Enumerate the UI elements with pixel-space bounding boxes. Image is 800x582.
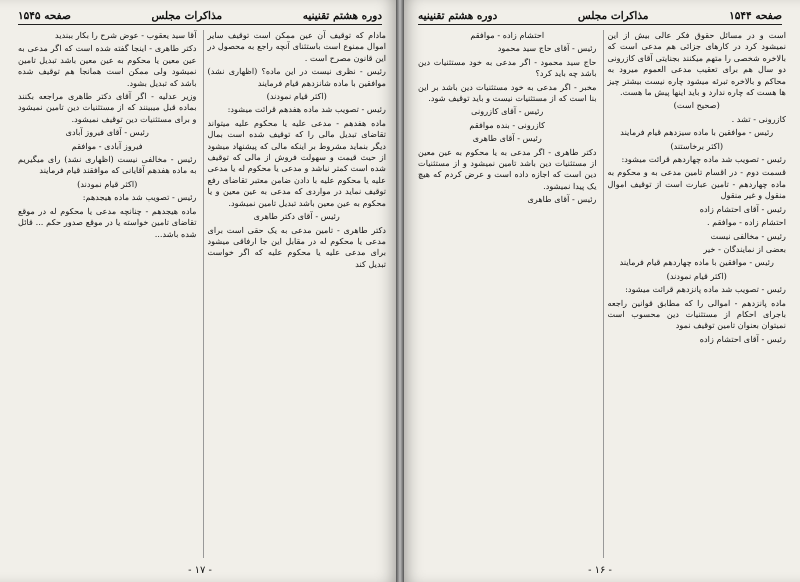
paragraph: احتشام زاده - موافقم . (706, 217, 786, 228)
paragraph: رئیس - موافقین با ماده سیزدهم قیام فرمایند (620, 127, 774, 138)
paragraph: رئیس - تصویب شد ماده هفدهم قرائت میشود: (227, 104, 386, 115)
paragraph: (صحیح است) (673, 100, 720, 111)
paragraph: رئیس - آقای طاهری (527, 194, 597, 205)
paragraph: رئیس - آقای حاج سید محمود (497, 43, 597, 54)
left-page-columns (14, 30, 386, 558)
paragraph: رئیس - تصویب شد ماده هیجدهم: (82, 192, 197, 203)
paragraph: مخبر - اگر مدعی به خود مستثنیات دین باشد بر این بنا است که از مستثنیات نیست و باید توقیف شود. (418, 81, 597, 104)
paragraph: رئیس - آقای فیروز آبادی (65, 127, 149, 138)
right-page-columns (414, 30, 786, 558)
paragraph: (اکثر قیام نمودند) (77, 178, 138, 189)
paragraph: وزیر عدلیه - اگر آقای دکتر طاهری مراجعه بکنند بماده قبل میبینند که از مستثنیات دین تامین نمیشود و برای مستثنیات دین توقیف نمیشود. (18, 91, 197, 124)
left-page-number: - ۱۷ - (188, 565, 212, 576)
left-header-title: مذاکرات مجلس (151, 10, 223, 22)
paragraph: آقا سید یعقوب - عوض شرح را بکار ببندید (55, 30, 197, 40)
left-page-right-column (203, 30, 387, 558)
paragraph: قسمت دوم - در اقسام تامین مدعی به و محکوم به ماده چهاردهم - تامین عبارت است از توقیف اموال منقول و غیر منقول (607, 167, 786, 201)
right-page-right-column (603, 30, 787, 558)
left-header-session: دوره هشتم تقنینیه (302, 10, 382, 22)
paragraph: کازرونی - تشد . (731, 113, 786, 124)
book-gutter (396, 0, 404, 582)
left-page-header (18, 8, 382, 25)
paragraph: ماده هیجدهم - چنانچه مدعی یا محکوم له در موقع تقاضای تامین خواسته یا در موقع صدور حکم ... قائل شده باشد... (18, 205, 197, 239)
right-header-title: مذاکرات مجلس (577, 10, 649, 22)
paragraph: است و در مسائل حقوق فکر عالی بیش از این نمیشود کرد در کارهای جزائی هم مدعی است که بالاخره شخصی را متهم میکنند بجنایتی آقای کازرونی دو سال هم برای تعقیب مدعی العموم میرود به محاکم و بالاخره تبرئه میشود چاره نیست بیشتر چیز ها هست که چاره ندارد و باید اینها پیش ما هست. (607, 30, 786, 98)
paragraph: رئیس - مخالفی نیست (710, 230, 786, 241)
paragraph: بعضی از نمایندگان - خیر (703, 243, 786, 254)
paragraph: (اکثر برخاستند) (670, 140, 724, 151)
paragraph: (اکثر قیام نمودند) (266, 91, 327, 102)
paragraph: رئیس - مخالفی نیست (اظهاری نشد) رای میگیریم به ماده هفدهم آقایانی که موافقند قیام فرمایند (18, 154, 197, 176)
paragraph: رئیس - تصویب شد ماده چهاردهم قرائت میشود: (621, 154, 786, 165)
paragraph: رئیس - آقای احتشام زاده (699, 203, 786, 214)
right-header-session: دوره هشتم تقنینیه (418, 10, 498, 22)
paragraph: رئیس - آقای طاهری (472, 133, 542, 144)
paragraph: احتشام زاده - موافقم (470, 30, 545, 40)
paragraph: ماده پانزدهم - اموالی را که مطابق قوانین راجعه باجرای احکام از مستثنیات دین محسوب است نمیتوان بعنوان تامین توقیف نمود (607, 297, 786, 331)
paragraph: دکتر طاهری - تامین مدعی به یک حقی است برای مدعی یا محکوم له در مقابل این جا ارفاقی میشود برای مدعی علیه یا محکوم علیه که اگر خواست تبدیل کند (207, 224, 386, 269)
right-page (400, 0, 800, 582)
paragraph: رئیس - موافقین با ماده چهاردهم قیام فرمایند (619, 257, 774, 268)
paragraph: ماده هفدهم - مدعی علیه یا محکوم علیه میتواند تقاضای تبدیل مالی را که توقیف شده است بمال دیگر بنماید مشروط بر اینکه مالی که پیشنهاد میشود از حیث قیمت و سهولت فروش از مالی که توقیف شده است کمتر نباشد و مدعی یا محکوم له یا مدعی علیه یا محکوم علیه با دادن ضامن معتبر تقاضای رفع توقیف نماید در مواردی که مدعی به عین معین و یا محکوم به عین معین باشد تبدیل تامین نمیشود. (207, 117, 386, 208)
paragraph: دکتر طاهری - اگر مدعی به یا محکوم به عین معین از مستثنیات دین باشد تامین نمیشود و از مستثنیات دین است که اجازه داده است و عرض کردم که هیچ یک پیدا نمیشود. (418, 146, 597, 191)
paragraph: کازرونی - بنده موافقم (469, 119, 546, 130)
paragraph: رئیس - نظری نیست در این ماده؟ (اظهاری نشد) موافقین با ماده شانزدهم قیام فرمایند (207, 66, 386, 88)
right-page-left-column (414, 30, 597, 558)
paragraph: دکتر طاهری - اینجا گفته شده است که اگر مدعی به عین معین یا محکوم به عین معین باشد تبدیل تامین نمیشود ولی ممکن است همانجا هم توقیف شده باشد که تبدیل بشود. (18, 43, 197, 88)
left-page-left-column (14, 30, 197, 558)
right-page-number: - ۱۶ - (588, 565, 612, 576)
paragraph: (اکثر قیام نمودند) (666, 270, 727, 281)
paragraph: رئیس - تصویب شد ماده پانزدهم قرائت میشود: (625, 284, 786, 295)
paragraph: فیروز آبادی - موافقم (71, 140, 143, 151)
paragraph: رئیس - آقای دکتر طاهری (253, 211, 340, 222)
paragraph: رئیس - آقای کازرونی (471, 106, 544, 117)
paragraph: رئیس - آقای احتشام زاده (699, 333, 786, 344)
right-header-page-label: صفحه ۱۵۴۴ (729, 10, 782, 22)
paragraph: مادام که توقیف آن عین ممکن است توقیف سایر اموال ممنوع است باستثنای آنچه راجع به محصول در این قانون مصرح است . (207, 30, 386, 63)
left-header-page-label: صفحه ۱۵۴۵ (18, 10, 71, 22)
right-page-header (418, 8, 782, 25)
paragraph: حاج سید محمود - اگر مدعی به خود مستثنیات دین باشد چه باید کرد؟ (418, 56, 597, 79)
